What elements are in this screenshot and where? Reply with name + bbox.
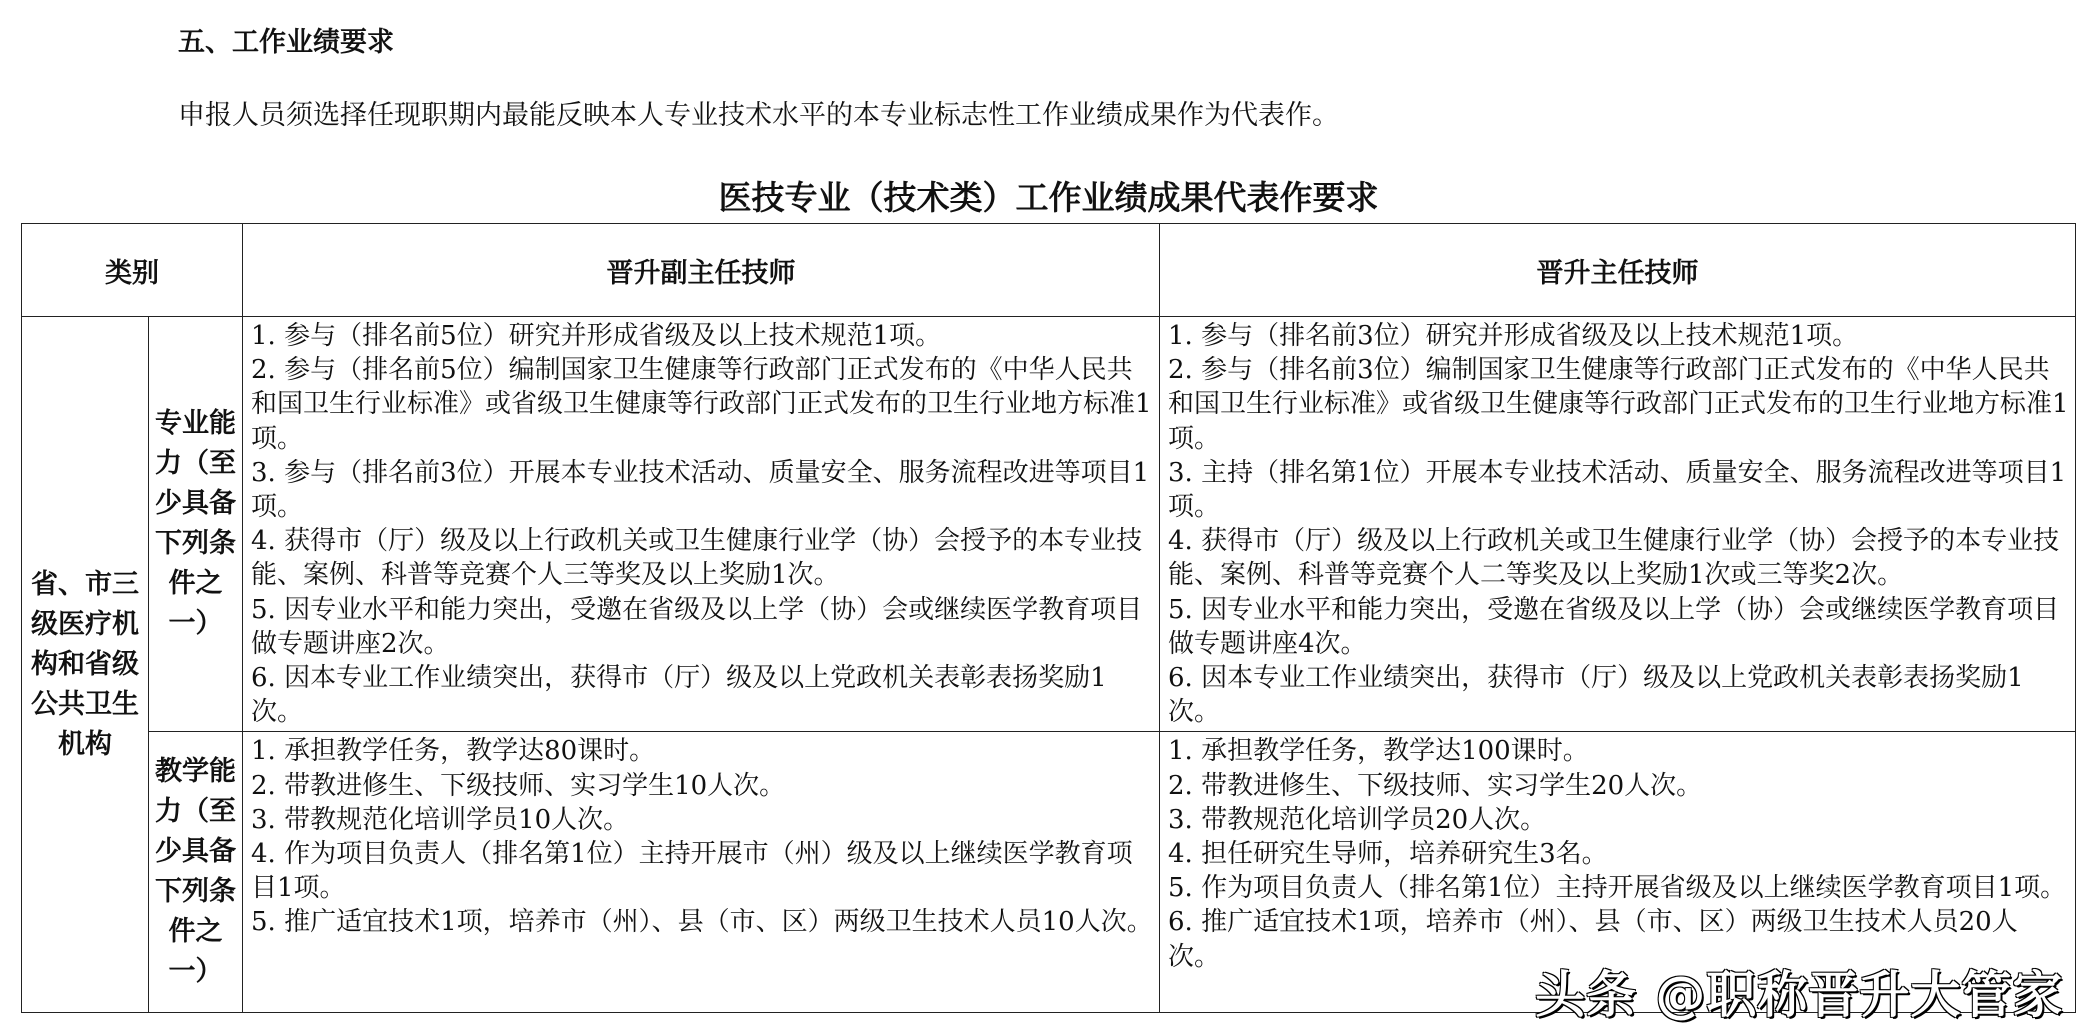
requirement-item: 5. 因专业水平和能力突出，受邀在省级及以上学（协）会或继续医学教育项目做专题讲座4次。 <box>1168 594 2060 659</box>
watermark: 头条 @职称晋升大管家 <box>1535 966 2064 1024</box>
requirement-item: 3. 带教规范化培训学员10人次。 <box>251 804 630 835</box>
requirements-cell <box>243 317 1160 732</box>
requirement-item: 5. 推广适宜技术1项，培养市（州）、县（市、区）两级卫生技术人员10人次。 <box>251 907 1153 938</box>
subcategory-cell: 教学能力（至少具备下列条件之一） <box>149 732 243 1013</box>
requirements-cell <box>1160 317 2076 732</box>
header-category: 类别 <box>22 224 243 317</box>
requirements-cell <box>243 732 1160 1013</box>
requirement-item: 3. 主持（排名第1位）开展本专业技术活动、质量安全、服务流程改进等项目1项。 <box>1168 457 2067 523</box>
requirement-item: 3. 带教规范化培训学员20人次。 <box>1168 804 1547 835</box>
requirement-item: 1. 承担教学任务，教学达100课时。 <box>1168 736 1589 767</box>
table-header-row <box>22 224 2076 317</box>
requirement-item: 3. 参与（排名前3位）开展本专业技术活动、质量安全、服务流程改进等项目1项。 <box>251 457 1150 523</box>
requirement-item: 1. 参与（排名前5位）研究并形成省级及以上技术规范1项。 <box>251 321 942 351</box>
requirement-item: 4. 获得市（厅）级及以上行政机关或卫生健康行业学（协）会授予的本专业技能、案例、科普等竞赛个人三等奖及以上奖励1次。 <box>251 526 1143 591</box>
subcategory-cell: 专业能力（至少具备下列条件之一） <box>149 317 243 732</box>
requirement-item: 2. 带教进修生、下级技师、实习学生20人次。 <box>1168 770 1703 801</box>
requirement-item: 4. 担任研究生导师，培养研究生3名。 <box>1168 839 1608 870</box>
requirement-item: 2. 带教进修生、下级技师、实习学生10人次。 <box>251 770 786 801</box>
table-title: 医技专业（技术类）工作业绩成果代表作要求 <box>718 178 1379 217</box>
category-cell: 省、市三级医疗机构和省级公共卫生机构 <box>22 317 149 1013</box>
requirement-item: 6. 因本专业工作业绩突出，获得市（厅）级及以上党政机关表彰表扬奖励1次。 <box>1168 663 2024 728</box>
table-row <box>22 317 2076 732</box>
header-chief: 晋升主任技师 <box>1160 224 2076 317</box>
requirement-item: 1. 参与（排名前3位）研究并形成省级及以上技术规范1项。 <box>1168 321 1859 351</box>
requirement-item: 2. 参与（排名前3位）编制国家卫生健康等行政部门正式发布的《中华人民共和国卫生行业标准》或省级卫生健康等行政部门正式发布的卫生行业地方标准1项。 <box>1168 355 2069 454</box>
intro-paragraph: 申报人员须选择任现职期内最能反映本人专业技术水平的本专业标志性工作业绩成果作为代表作。 <box>178 100 1339 131</box>
requirement-item: 4. 获得市（厅）级及以上行政机关或卫生健康行业学（协）会授予的本专业技能、案例、科普等竞赛个人二等奖及以上奖励1次或三等奖2次。 <box>1168 526 2060 591</box>
section-heading: 五、工作业绩要求 <box>178 27 394 58</box>
requirement-item: 1. 承担教学任务，教学达80课时。 <box>251 736 656 767</box>
requirement-item: 5. 因专业水平和能力突出，受邀在省级及以上学（协）会或继续医学教育项目做专题讲座2次。 <box>251 594 1143 659</box>
requirement-item: 4. 作为项目负责人（排名第1位）主持开展市（州）级及以上继续医学教育项目1项。 <box>251 839 1133 904</box>
requirement-item: 5. 作为项目负责人（排名第1位）主持开展省级及以上继续医学教育项目1项。 <box>1168 873 2067 904</box>
header-associate-chief: 晋升副主任技师 <box>243 224 1160 317</box>
requirement-item: 2. 参与（排名前5位）编制国家卫生健康等行政部门正式发布的《中华人民共和国卫生行业标准》或省级卫生健康等行政部门正式发布的卫生行业地方标准1项。 <box>251 355 1152 454</box>
requirement-item: 6. 推广适宜技术1项，培养市（州）、县（市、区）两级卫生技术人员20人次。 <box>1168 907 2018 972</box>
requirements-table <box>21 223 2076 1013</box>
requirement-item: 6. 因本专业工作业绩突出，获得市（厅）级及以上党政机关表彰表扬奖励1次。 <box>251 663 1107 728</box>
